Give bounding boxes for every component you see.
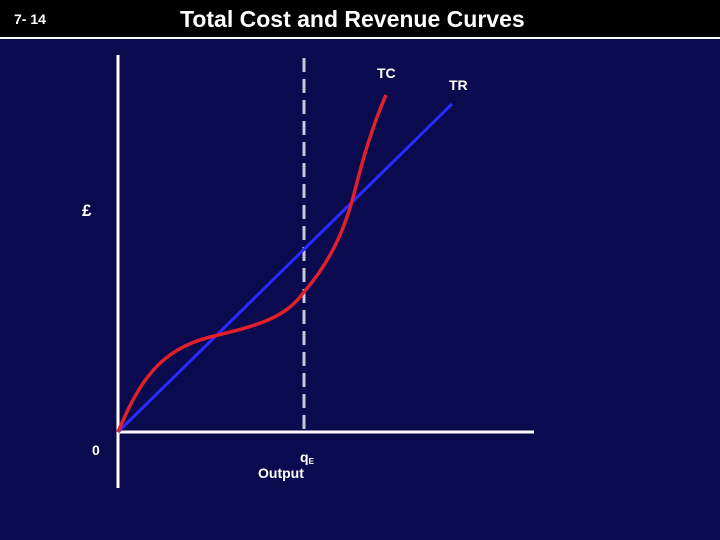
slide-title: Total Cost and Revenue Curves [180,6,525,32]
tc-label: TC [377,65,396,81]
tr-label: TR [449,77,468,93]
total-cost-curve [118,95,386,432]
quantity-label-main: q [300,449,309,465]
origin-label: 0 [92,442,100,458]
y-axis-label: £ [82,201,92,220]
slide-number: 7- 14 [14,11,46,27]
x-axis-label: Output [258,465,304,481]
total-revenue-line [118,104,452,432]
quantity-label-sub: E [308,457,314,466]
quantity-label [300,449,315,466]
